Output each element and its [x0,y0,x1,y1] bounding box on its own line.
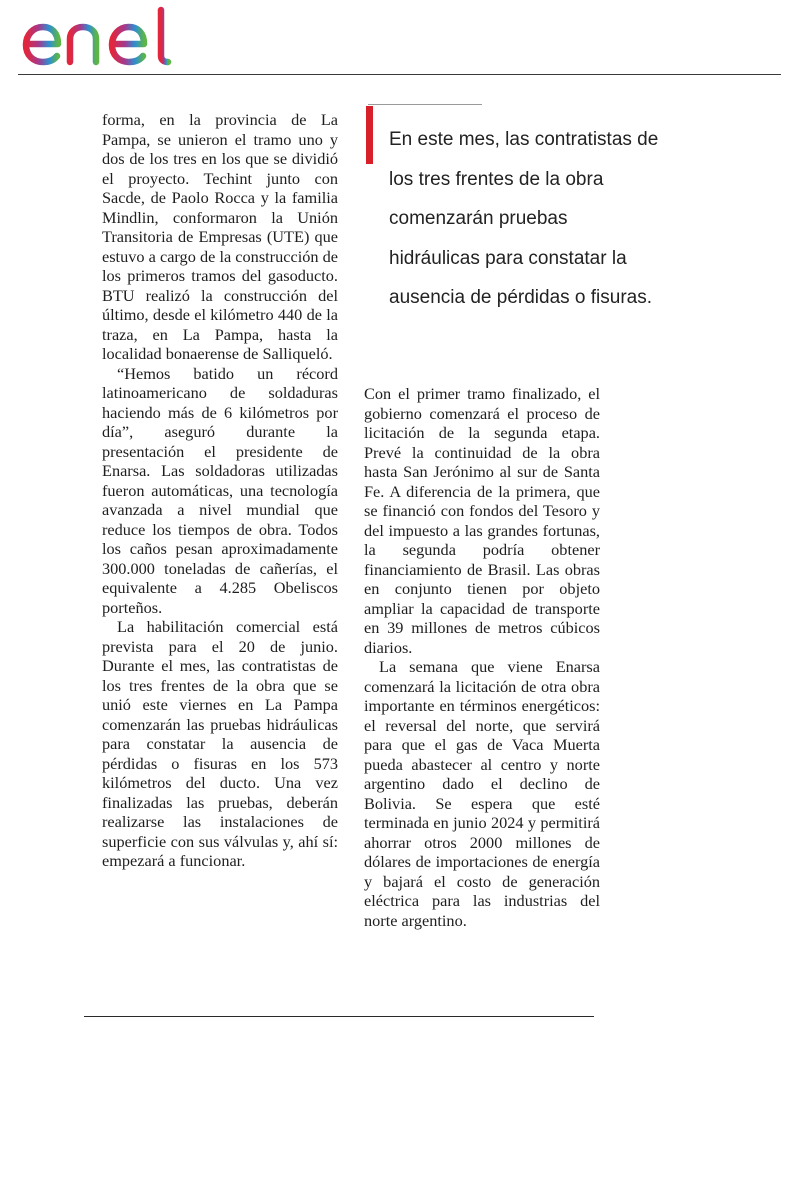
article-right-column [364,384,600,930]
pull-quote: En este mes, las contratistas de los tres frentes de la obra comenzarán pruebas hidráulicas para constatar la ausencia de pérdidas o fisuras. [389,129,659,308]
pull-quote-accent-bar [366,106,373,164]
pull-quote-top-rule [368,104,482,105]
article-left-column [102,110,338,871]
paragraph: forma, en la provincia de La Pampa, se unieron el tramo uno y dos de los tres en los que se dividió el proyecto. Techint junto con Sacde, de Paolo Rocca y la familia Mindlin, conformaron la Unión Transitoria de Empresas (UTE) que estuvo a cargo de la construcción de los primeros tramos del gasoducto. BTU realizó la construcción del último, desde el kilómetro 440 de la traza, en La Pampa, hasta la localidad bonaerense de Salliqueló. [102,110,338,363]
paragraph: “Hemos batido un récord latinoamericano de soldaduras haciendo más de 6 kilómetros por día”, aseguró durante la presentación el presidente de Enarsa. Las soldadoras utilizadas fueron automáticas, una tecnología avanzada a nivel mundial que reduce los tiempos de obra. Todos los caños pesan aproximadamente 300.000 toneladas de cañerías, el equivalente a 4.285 Obeliscos porteños. [102,363,338,617]
enel-logo [18,6,184,68]
paragraph: La habilitación comercial está prevista para el 20 de junio. Durante el mes, las contratistas de los tres frentes de la obra que se unió este viernes en La Pampa comenzarán las pruebas hidráulicas para constatar la ausencia de pérdidas o fisuras en los 573 kilómetros del ducto. Una vez finalizadas las pruebas, deberán realizarse las instalaciones de superficie con sus válvulas y, ahí sí: empezará a funcionar. [102,617,338,870]
header-rule [18,74,781,75]
footer-rule [84,1016,594,1017]
paragraph: Con el primer tramo finalizado, el gobierno comenzará el proceso de licitación de la segunda etapa. Prevé la continuidad de la obra hasta San Jerónimo al sur de Santa Fe. A diferencia de la primera, que se financió con fondos del Tesoro y del impuesto a las grandes fortunas, la segunda podría obtener financiamiento de Brasil. Las obras en conjunto tienen por objeto ampliar la capacidad de transporte en 39 millones de metros cúbicos diarios. [364,384,600,657]
paragraph: La semana que viene Enarsa comenzará la licitación de otra obra importante en términos energéticos: el reversal del norte, que servirá para que el gas de Vaca Muerta pueda abastecer al centro y norte argentino dado el declino de Bolivia. Se espera que esté terminada en junio 2024 y permitirá ahorrar otros 2000 millones de dólares de importaciones de energía y bajará el costo de generación eléctrica para las industrias del norte argentino. [364,657,600,930]
